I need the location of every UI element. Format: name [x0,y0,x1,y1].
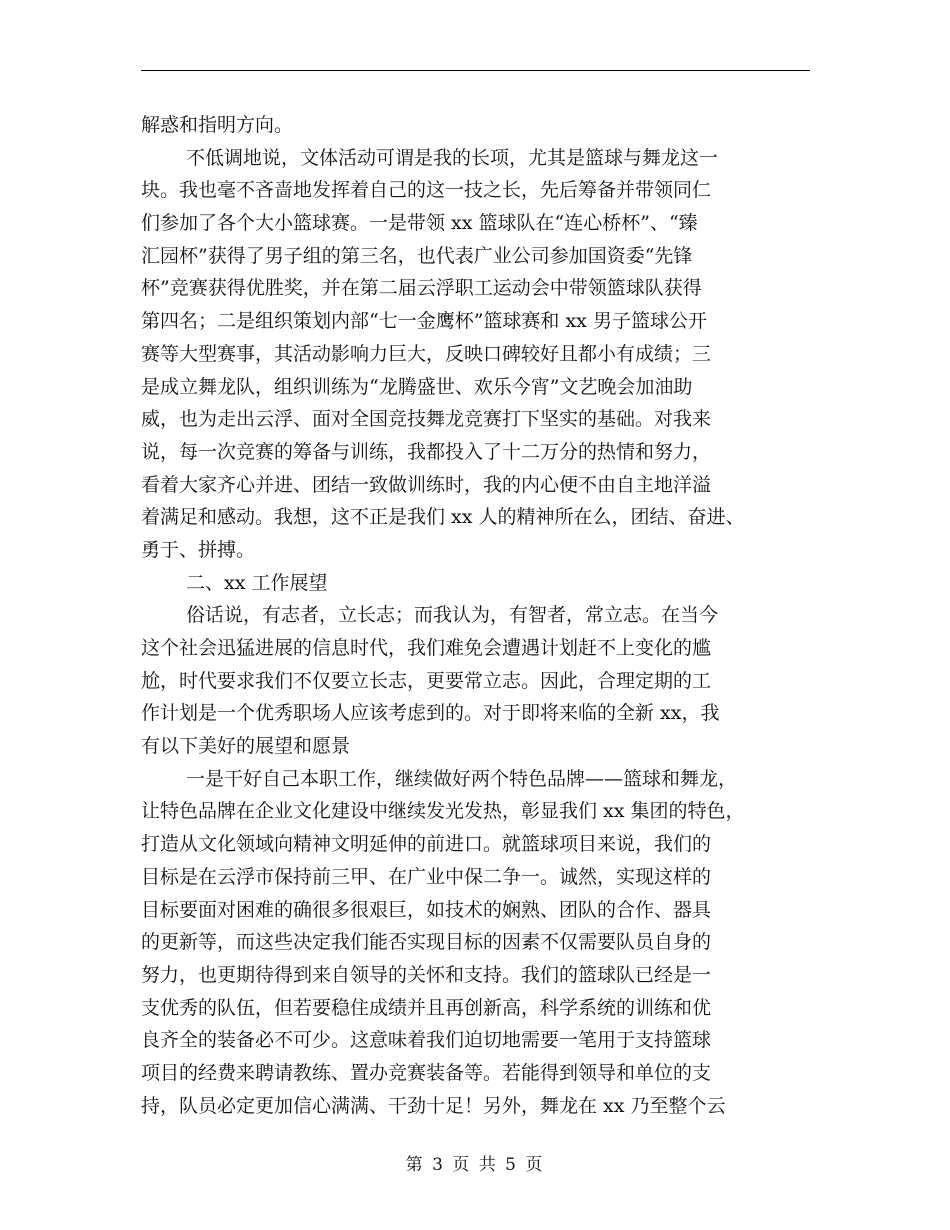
text-line: 项目的经费来聘请教练、置办竞赛装备等。若能得到领导和单位的支 [141,1061,712,1084]
document-body [141,109,813,1122]
text-line: 这个社会迅猛进展的信息时代，我们难免会遭遇计划赶不上变化的尴 [141,637,712,659]
text-line: 赛等大型赛事，其活动影响力巨大，反映口碑较好且都小有成绩；三 [141,342,712,365]
text-line: 说，每一次竞赛的筹备与训练，我都投入了十二万分的热情和努力， [141,440,712,463]
text-line: 支优秀的队伍，但若要稳住成绩并且再创新高，科学系统的训练和优 [141,996,712,1019]
text-line: 第四名；二是组织策划内部“七一金鹰杯”篮球赛和 xx 男子篮球公开 [141,310,707,333]
text-line: 威，也为走出云浮、面对全国竞技舞龙竞赛打下坚实的基础。对我来 [141,408,712,431]
text-line: 着满足和感动。我想，这不正是我们 xx 人的精神所在么，团结、奋进、 [141,506,745,529]
text-line: 的更新等，而这些决定我们能否实现目标的因素不仅需要队员自身的 [141,931,712,954]
text-line: 不低调地说，文体活动可谓是我的长项，尤其是篮球与舞龙这一 [186,146,719,169]
text-line: 目标是在云浮市保持前三甲、在广业中保二争一。诚然，实现这样的 [141,865,712,888]
text-line: 有以下美好的展望和愿景 [141,735,351,758]
text-line: 努力，也更期待得到来自领导的关怀和支持。我们的篮球队已经是一 [141,963,712,986]
text-line: 良齐全的装备必不可少。这意味着我们迫切地需要一笔用于支持篮球 [141,1029,712,1052]
text-line: 们参加了各个大小篮球赛。一是带领 xx 篮球队在“连心桥杯”、“臻 [141,212,698,235]
text-line: 打造从文化领域向精神文明延伸的前进口。就篮球项目来说，我们的 [141,833,712,856]
text-line: 杯”竞赛获得优胜奖，并在第二届云浮职工运动会中带领篮球队获得 [141,277,702,300]
text-line: 俗话说，有志者，立长志；而我认为，有智者，常立志。在当今 [186,604,719,627]
text-line: 目标要面对困难的确很多很艰巨，如技术的娴熟、团队的合作、器具 [141,898,712,921]
text-line: 尬，时代要求我们不仅要立长志，更要常立志。因此，合理定期的工 [141,669,712,692]
text-line: 是成立舞龙队，组织训练为“龙腾盛世、欢乐今宵”文艺晚会加油助 [141,375,693,398]
header-rule [141,70,810,71]
text-line: 持，队员必定更加信心满满、干劲十足！另外，舞龙在 xx 乃至整个云 [141,1094,726,1117]
text-line: 解惑和指明方向。 [141,114,294,136]
text-line: 作计划是一个优秀职场人应该考虑到的。对于即将来临的全新 xx，我 [141,702,720,725]
page-number-footer: 第 3 页 共 5 页 [405,1155,545,1175]
text-line: 汇园杯”获得了男子组的第三名，也代表广业公司参加国资委“先锋 [141,244,693,267]
section-heading: 二、xx 工作展望 [186,571,328,594]
text-line: 让特色品牌在企业文化建设中继续发光发热，彰显我们 xx 集团的特色， [141,800,745,823]
text-line: 看着大家齐心并进、团结一致做训练时，我的内心便不由自主地洋溢 [141,473,712,496]
text-line: 块。我也毫不吝啬地发挥着自己的这一技之长，先后筹备并带领同仁 [141,179,712,202]
text-line: 勇于、拼搏。 [141,538,256,561]
text-line: 一是干好自己本职工作，继续做好两个特色品牌——篮球和舞龙， [186,767,738,790]
